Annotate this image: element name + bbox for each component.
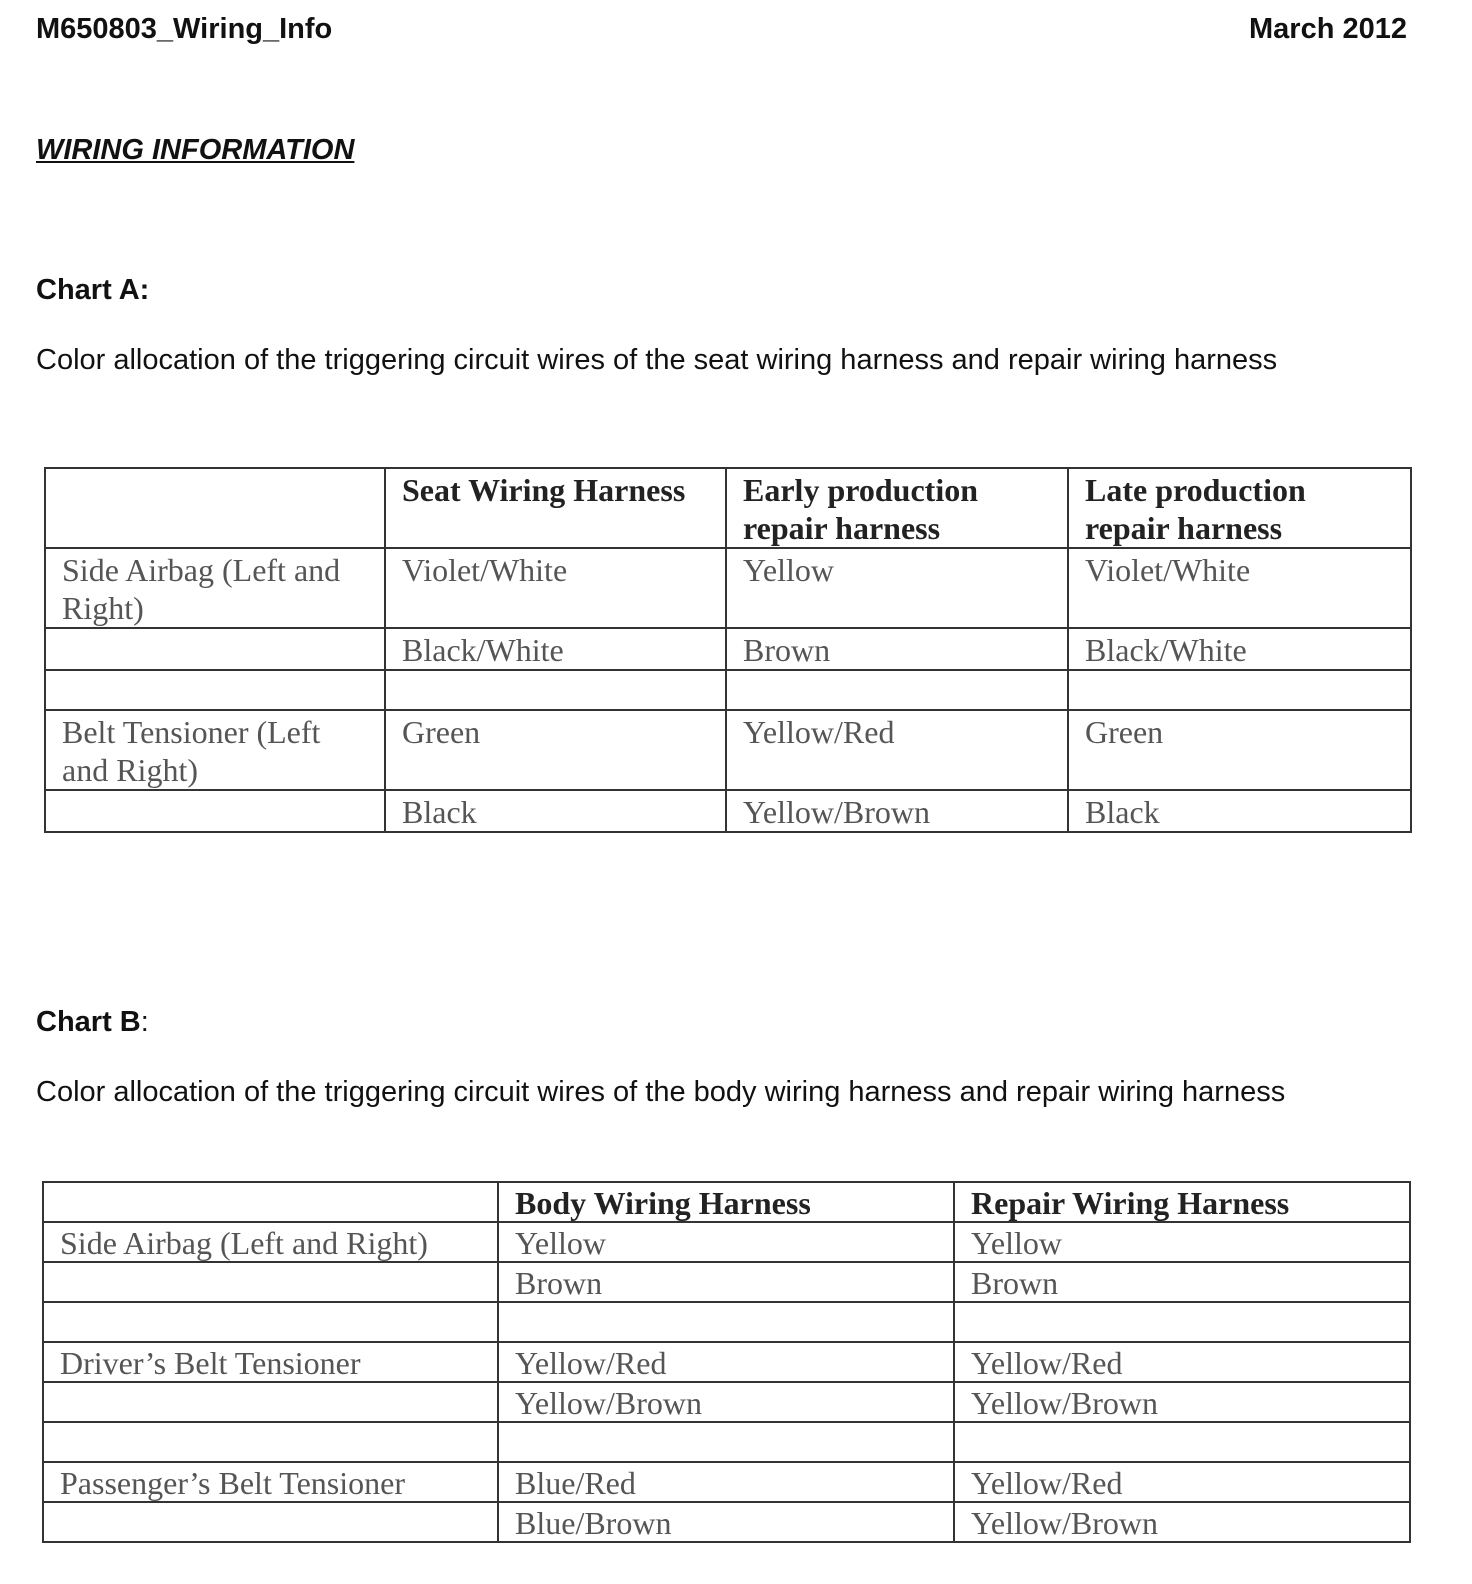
table-cell: Yellow <box>726 548 1068 628</box>
table-cell: Yellow <box>498 1222 954 1262</box>
table-cell: Yellow <box>954 1222 1410 1262</box>
table-cell: Driver’s Belt Tensioner <box>43 1342 498 1382</box>
table-row <box>45 628 1411 670</box>
table-row <box>45 548 1411 628</box>
table-cell <box>954 1422 1410 1462</box>
table-cell: Yellow/Brown <box>726 790 1068 832</box>
chart-b-description: Color allocation of the triggering circuit wires of the body wiring harness and repair wiring harness <box>36 1076 1286 1108</box>
table-row <box>43 1222 1410 1262</box>
header-cell: Early production repair harness <box>726 468 1068 548</box>
chart-b-table <box>42 1181 1411 1543</box>
header-cell: Repair Wiring Harness <box>954 1182 1410 1222</box>
header-cell <box>43 1182 498 1222</box>
table-cell: Side Airbag (Left and Right) <box>45 548 385 628</box>
table-cell: Blue/Red <box>498 1462 954 1502</box>
table-cell <box>45 628 385 670</box>
table-cell <box>43 1502 498 1542</box>
table-cell: Brown <box>498 1262 954 1302</box>
table-cell: Passenger’s Belt Tensioner <box>43 1462 498 1502</box>
table-cell: Yellow/Red <box>726 710 1068 790</box>
table-row <box>43 1422 1410 1462</box>
chart-a-label: Chart A: <box>36 274 150 306</box>
table-cell: Black <box>1068 790 1411 832</box>
table-cell <box>43 1422 498 1462</box>
table-header-row <box>43 1182 1410 1222</box>
table-cell: Yellow/Red <box>954 1462 1410 1502</box>
header-cell: Body Wiring Harness <box>498 1182 954 1222</box>
table-row <box>43 1262 1410 1302</box>
header-cell: Late production repair harness <box>1068 468 1411 548</box>
table-cell: Black/White <box>1068 628 1411 670</box>
table-cell <box>45 790 385 832</box>
table-cell <box>726 670 1068 710</box>
document-date: March 2012 <box>1249 13 1407 45</box>
table-cell: Blue/Brown <box>498 1502 954 1542</box>
table-cell <box>43 1262 498 1302</box>
table-cell: Green <box>385 710 726 790</box>
table-row <box>43 1502 1410 1542</box>
table-cell: Yellow/Red <box>498 1342 954 1382</box>
chart-b-label: Chart B: <box>36 1006 149 1038</box>
table-cell: Black/White <box>385 628 726 670</box>
document-id: M650803_Wiring_Info <box>36 13 333 45</box>
table-cell <box>43 1382 498 1422</box>
chart-a-description: Color allocation of the triggering circuit wires of the seat wiring harness and repair wiring harness <box>36 344 1278 376</box>
header-cell <box>45 468 385 548</box>
table-row <box>43 1342 1410 1382</box>
table-row <box>45 670 1411 710</box>
table-cell <box>498 1422 954 1462</box>
table-cell <box>43 1302 498 1342</box>
table-cell: Yellow/Brown <box>954 1502 1410 1542</box>
table-cell: Black <box>385 790 726 832</box>
table-row <box>45 710 1411 790</box>
table-cell: Green <box>1068 710 1411 790</box>
table-cell: Brown <box>726 628 1068 670</box>
table-header-row <box>45 468 1411 548</box>
table-row <box>43 1382 1410 1422</box>
table-cell: Yellow/Brown <box>954 1382 1410 1422</box>
table-row <box>45 790 1411 832</box>
table-cell: Yellow/Brown <box>498 1382 954 1422</box>
table-cell: Side Airbag (Left and Right) <box>43 1222 498 1262</box>
chart-a-table <box>44 467 1412 833</box>
table-cell <box>45 670 385 710</box>
table-cell: Violet/White <box>1068 548 1411 628</box>
page-title: WIRING INFORMATION <box>36 134 355 166</box>
header-cell: Seat Wiring Harness <box>385 468 726 548</box>
table-cell <box>385 670 726 710</box>
table-cell: Brown <box>954 1262 1410 1302</box>
table-row <box>43 1462 1410 1502</box>
table-cell <box>954 1302 1410 1342</box>
table-cell: Violet/White <box>385 548 726 628</box>
table-cell <box>498 1302 954 1342</box>
table-cell <box>1068 670 1411 710</box>
table-cell: Belt Tensioner (Left and Right) <box>45 710 385 790</box>
table-cell: Yellow/Red <box>954 1342 1410 1382</box>
table-row <box>43 1302 1410 1342</box>
